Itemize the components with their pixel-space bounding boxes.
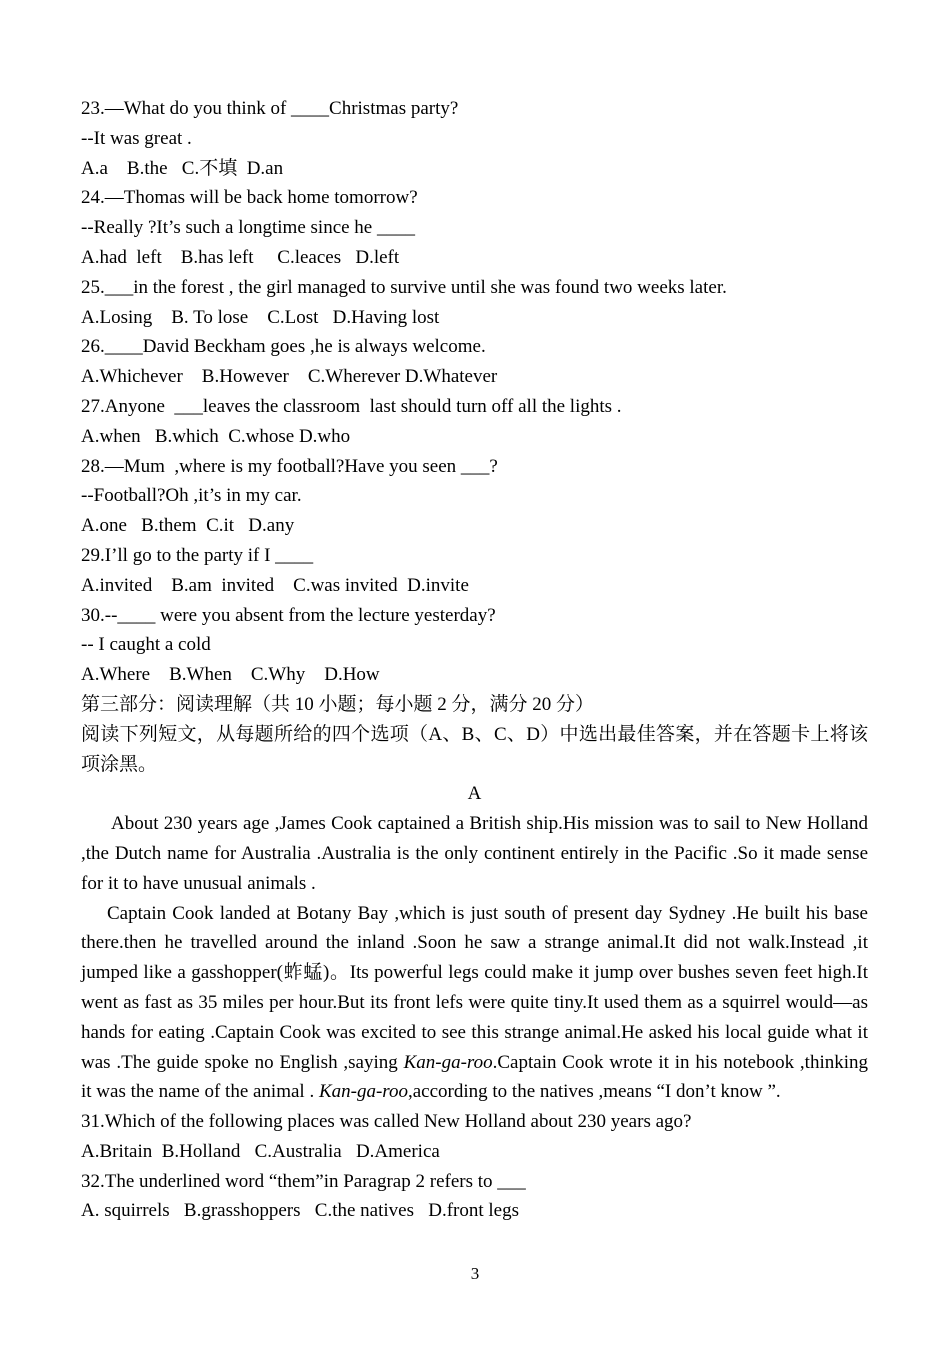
passage-paragraph-2-part-3: ,according to the natives ,means “I don’t know ”. [408,1081,781,1103]
question-28-response: --Football?Oh ,it’s in my car. [81,485,302,507]
question-26-options: A.Whichever B.However C.Wherever D.Whatever [81,366,498,388]
question-29-options: A.invited B.am invited C.was invited D.invite [81,574,469,596]
kangaroo-word-2: Kan-ga-roo [318,1081,408,1103]
question-27-options: A.when B.which C.whose D.who [81,425,351,447]
question-25-options: A.Losing B. To lose C.Lost D.Having lost [81,306,440,328]
passage-paragraph-2-part-1: Captain Cook landed at Botany Bay ,which is just south of present day Sydney .He built his base there.then he travelled around the inland .Soon he saw a strange animal.It did not walk.Instead ,it jumped like a gasshopper(蚱蜢)。Its powerful legs could make it jump over bushes seven feet high.It went as fast as 35 miles per hour.But its front lefs were quite tiny.It used them as a squirrel would—as hands for eating .Captain Cook was excited to see this strange animal.He asked his local guide what it was .The guide spoke no English ,saying [81,902,868,1073]
question-23-options: A.a B.the C.不填 D.an [81,157,284,179]
passage-letter: A [467,783,482,805]
passage-paragraph-2 [81,899,868,1108]
question-30-options: A.Where B.When C.Why D.How [81,664,380,686]
question-28-options: A.one B.them C.it D.any [81,515,295,537]
passage-paragraph-2-part-2: .Captain Cook wrote it in his notebook ,thinking it was the name of the animal . [81,1051,869,1103]
kangaroo-word-1: Kan-ga-roo [403,1051,493,1073]
exam-page-content [81,94,868,1226]
page-number: 3 [470,1264,480,1283]
question-32-options: A. squirrels B.grasshoppers C.the natives D.front legs [81,1200,519,1222]
question-23: 23.—What do you think of ____Christmas party? [81,98,459,119]
question-24-options: A.had left B.has left C.leaces D.left [81,246,400,268]
question-25: 25.___in the forest , the girl managed to survive until she was found two weeks later. [81,276,727,298]
question-28: 28.—Mum ,where is my football?Have you seen ___? [81,455,498,477]
section-title: 第三部分：阅读理解（共 10 小题；每小题 2 分，满分 20 分） [81,693,595,715]
question-30: 30.--____ were you absent from the lecture yesterday? [81,604,496,626]
question-24: 24.—Thomas will be back home tomorrow? [81,187,418,209]
question-27: 27.Anyone ___leaves the classroom last should turn off all the lights . [81,395,622,417]
passage-paragraph-1: About 230 years age ,James Cook captained a British ship.His mission was to sail to New Holland ,the Dutch name for Australia .Australia is the only continent entirely in the Pacific .So it made sense for it to have unusual animals . [81,813,868,894]
question-26: 26.____David Beckham goes ,he is always welcome. [81,336,486,358]
question-29: 29.I’ll go to the party if I ____ [81,544,314,566]
question-24-response: --Really ?It’s such a longtime since he ____ [81,217,415,239]
question-31: 31.Which of the following places was called New Holland about 230 years ago? [81,1111,692,1133]
question-32: 32.The underlined word “them”in Paragrap 2 refers to ___ [81,1170,526,1192]
question-23-response: --It was great . [81,127,192,149]
question-31-options: A.Britain B.Holland C.Australia D.America [81,1140,440,1162]
section-instruction: 阅读下列短文，从每题所给的四个选项（A、B、C、D）中选出最佳答案，并在答题卡上将该项涂黑。 [81,723,868,775]
question-30-response: -- I caught a cold [81,634,211,656]
